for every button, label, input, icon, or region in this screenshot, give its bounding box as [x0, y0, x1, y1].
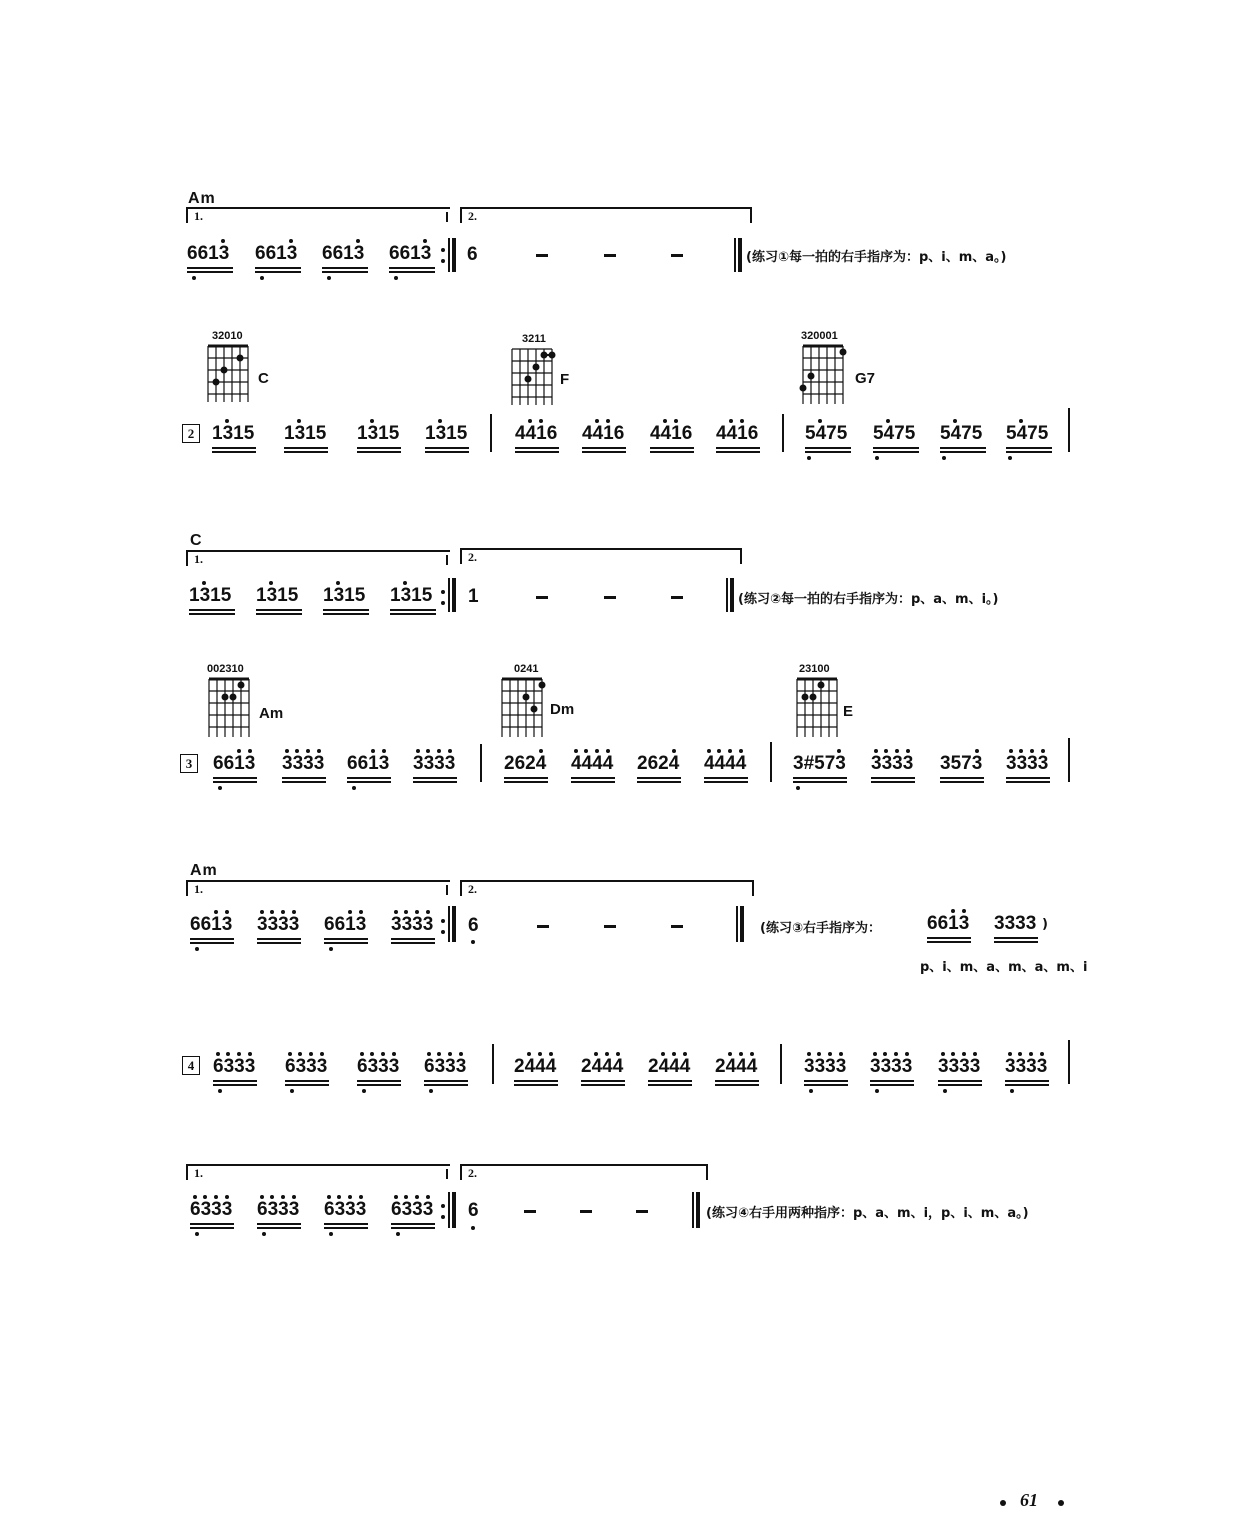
repeat-barline [452, 578, 456, 612]
beat-group: 6613 [324, 915, 368, 935]
beat-group: 6333 [424, 1057, 468, 1077]
barline [692, 1192, 694, 1228]
volta-number: 2. [468, 1166, 477, 1180]
barline [770, 742, 772, 782]
chord-diagram-c: 32010 C [212, 330, 269, 387]
barline [782, 414, 784, 452]
beat-group: 3333 [938, 1057, 982, 1077]
chord-diagram-f: 3211 F [522, 333, 570, 388]
fingering-note-suffix: ) [1042, 917, 1048, 932]
beat-group: 4444 [704, 754, 748, 774]
hold-dash [604, 596, 616, 599]
fingering-note: (练习①每一拍的右手指序为：p、i、m、a。) [746, 250, 1007, 265]
beat-group: 2444 [715, 1057, 759, 1077]
chord-diagram-dm: 0241 Dm [514, 663, 575, 718]
beat-group: 6333 [285, 1057, 329, 1077]
beat-group: 6613 [347, 754, 391, 774]
barline [490, 414, 492, 452]
beat-group: 6333 [391, 1200, 435, 1220]
final-barline [738, 238, 742, 272]
exercise-number: 4 [182, 1056, 200, 1075]
volta-number: 1. [194, 882, 203, 896]
beat-group: 6613 [322, 244, 368, 264]
hold-dash [636, 1210, 648, 1213]
beat-group: 1315 [212, 424, 256, 444]
chord-diagram-e: 23100 E [799, 663, 854, 720]
volta-end [446, 1169, 448, 1179]
beat-group: 6333 [213, 1057, 257, 1077]
repeat-dots [441, 1202, 445, 1222]
beat-group: 6333 [190, 1200, 234, 1220]
hold-dash [536, 596, 548, 599]
repeat-dots [441, 246, 445, 266]
beat-group: 1315 [357, 424, 401, 444]
beat-group: 2444 [514, 1057, 558, 1077]
hold-dash [604, 925, 616, 928]
beat-group: 6333 [357, 1057, 401, 1077]
exercise-number: 3 [180, 754, 198, 773]
page-dot-left [1000, 1500, 1006, 1506]
fingering-note-prefix: (练习③右手指序为： [760, 921, 881, 936]
volta-bracket-1 [186, 1164, 450, 1180]
beat-group: 5475 [1006, 424, 1052, 444]
beat-group: 1315 [256, 586, 302, 606]
beat-group: 5475 [873, 424, 919, 444]
beat-group: 4416 [582, 424, 626, 444]
beat-group: 1315 [390, 586, 436, 606]
volta-end [446, 212, 448, 222]
low-octave-dot [471, 1226, 475, 1230]
hold-dash [604, 254, 616, 257]
beat-group: 3333 [871, 754, 915, 774]
volta-bracket-1 [186, 550, 450, 566]
ending-note: 6 [467, 244, 478, 265]
hold-dash [537, 925, 549, 928]
beat-group: 6333 [257, 1200, 301, 1220]
ending-note: 1 [468, 586, 479, 607]
beat-group: 6613 [187, 244, 233, 264]
barline [734, 238, 736, 272]
beat-group: 3333 [282, 754, 326, 774]
beat-group: 4444 [571, 754, 615, 774]
barline [726, 578, 728, 612]
barline [492, 1044, 494, 1084]
chord-diagram-g7: 320001 G7 [799, 330, 889, 410]
exercise-number: 2 [182, 424, 200, 443]
beat-group: 3333 [1005, 1057, 1049, 1077]
beat-group: 1315 [425, 424, 469, 444]
beat-group: 3333 [870, 1057, 914, 1077]
hold-dash [671, 596, 683, 599]
beat-group: 3573 [940, 754, 984, 774]
final-barline [740, 906, 744, 942]
volta-number: 1. [194, 1166, 203, 1180]
barline [780, 1044, 782, 1084]
beat-group: 5475 [940, 424, 986, 444]
final-barline [696, 1192, 700, 1228]
page-dot-right [1058, 1500, 1064, 1506]
barline [448, 238, 450, 272]
barline [448, 906, 450, 942]
beat-group: 3#573 [793, 754, 847, 774]
beat-group: 1315 [284, 424, 328, 444]
volta-number: 2. [468, 550, 477, 564]
beat-group: 2444 [648, 1057, 692, 1077]
beat-group: 3333 [391, 915, 435, 935]
volta-number: 2. [468, 882, 477, 896]
beat-group: 3333 [804, 1057, 848, 1077]
hold-dash [524, 1210, 536, 1213]
hold-dash [536, 254, 548, 257]
barline [1068, 408, 1070, 452]
volta-end [446, 885, 448, 895]
beat-group: 6613 [389, 244, 435, 264]
barline [1068, 738, 1070, 782]
chord-diagram-am: 002310 Am [207, 663, 284, 722]
hold-dash [671, 925, 683, 928]
beat-group: 1315 [323, 586, 369, 606]
barline [736, 906, 738, 942]
fingering-note: (练习④右手用两种指序：p、a、m、i，p、i、m、a。) [706, 1206, 1029, 1221]
beat-group: 6613 [255, 244, 301, 264]
chord-symbol: Am [190, 862, 218, 879]
beat-group: 3333 [257, 915, 301, 935]
chord-symbol: Am [188, 190, 216, 207]
hold-dash [580, 1210, 592, 1213]
beat-group: 3333 [1006, 754, 1050, 774]
volta-bracket-2 [460, 207, 752, 223]
beat-group: 6613 [190, 915, 234, 935]
repeat-barline [452, 1192, 456, 1228]
volta-number: 2. [468, 209, 477, 223]
beat-group: 4416 [716, 424, 760, 444]
hold-dash [671, 254, 683, 257]
volta-bracket-1 [186, 207, 450, 223]
page-number: 61 [1020, 1490, 1038, 1510]
volta-bracket-2 [460, 548, 742, 564]
repeat-dots [441, 588, 445, 608]
beat-group: 4416 [650, 424, 694, 444]
beat-group: 5475 [805, 424, 851, 444]
low-octave-dot [471, 940, 475, 944]
fingering-sequence: p、i、m、a、m、a、m、i [920, 960, 1088, 975]
chord-symbol: C [190, 532, 203, 549]
beat-group: 6613 [213, 754, 257, 774]
beat-group: 6333 [324, 1200, 368, 1220]
ending-note: 6 [468, 1200, 479, 1221]
repeat-dots [441, 917, 445, 937]
volta-bracket-2 [460, 1164, 708, 1180]
repeat-barline [452, 238, 456, 272]
beat-group: 3333 [413, 754, 457, 774]
beat-group: 4416 [515, 424, 559, 444]
volta-bracket-1 [186, 880, 450, 896]
beat-group: 3333 [994, 914, 1038, 934]
final-barline [730, 578, 734, 612]
volta-number: 1. [194, 209, 203, 223]
barline [480, 744, 482, 782]
volta-end [446, 555, 448, 565]
repeat-barline [452, 906, 456, 942]
barline [1068, 1040, 1070, 1084]
beat-group: 2444 [581, 1057, 625, 1077]
volta-bracket-2 [460, 880, 754, 896]
beat-group: 1315 [189, 586, 235, 606]
barline [448, 1192, 450, 1228]
ending-note: 6 [468, 915, 479, 936]
volta-number: 1. [194, 552, 203, 566]
beat-group: 6613 [927, 914, 971, 934]
beat-group: 2624 [637, 754, 681, 774]
beat-group: 2624 [504, 754, 548, 774]
barline [448, 578, 450, 612]
fingering-note: (练习②每一拍的右手指序为：p、a、m、i。) [738, 592, 999, 607]
